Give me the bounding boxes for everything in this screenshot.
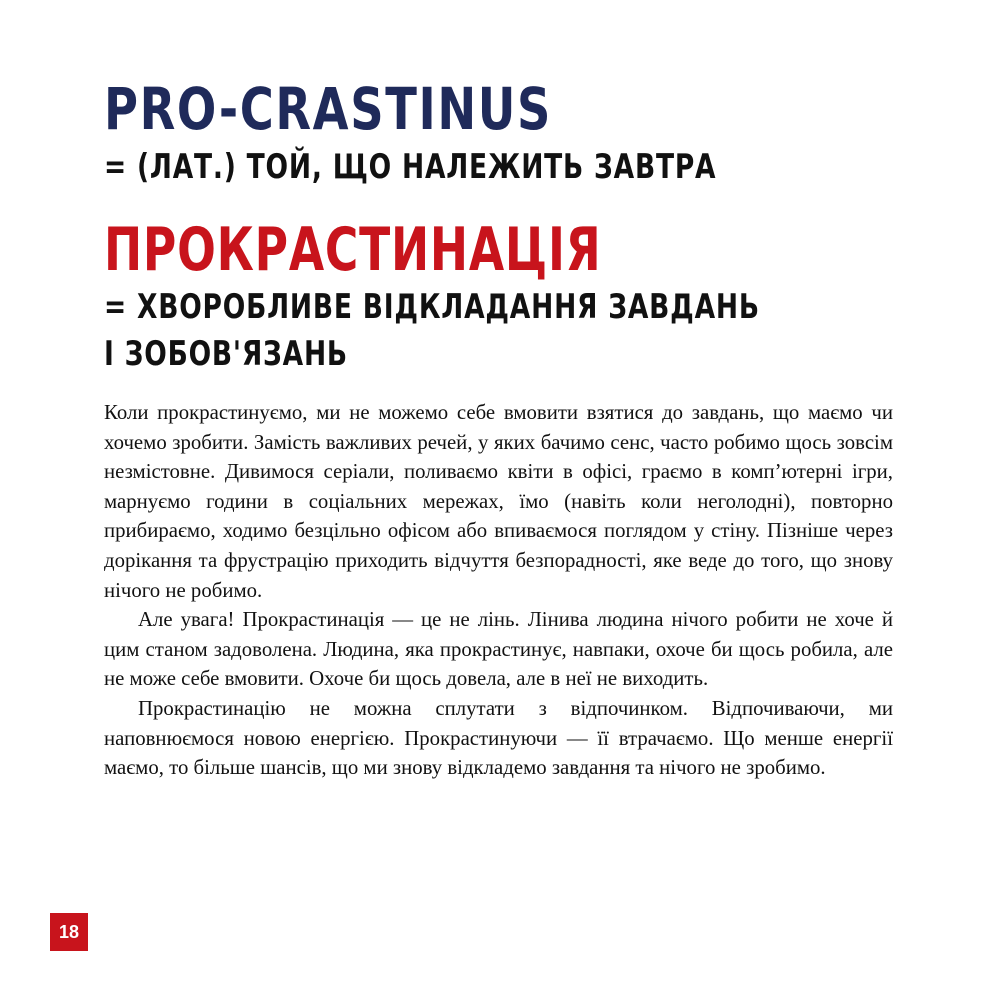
term-headline: ПРОКРАСТИНАЦІЯ	[104, 215, 602, 285]
latin-word-headline: PRO-CRASTINUS	[104, 75, 553, 143]
body-text	[104, 398, 893, 783]
term-definition-line-2: І ЗОБОВ'ЯЗАНЬ	[104, 334, 348, 374]
paragraph-1: Коли прокрастинуємо, ми не можемо себе вмовити взятися до завдань, що маємо чи хочемо зробити. Замість важливих речей, у яких бачимо сенс, часто робимо щось зовсім незмістовне. Дивимося серіали, поливаємо квіти в офісі, граємо в комп’ютерні ігри, марнуємо години в соціальних мережах, їмо (навіть коли неголодні), повторно прибираємо, ходимо безцільно офісом або впиваємося поглядом у стіну. Пізніше через дорікання та фрустрацію приходить відчуття безпорадності, яке веде до того, що знову нічого не робимо.	[104, 401, 893, 602]
paragraph-3: Прокрастинацію не можна сплутати з відпочинком. Відпочиваючи, ми наповнюємося новою енергією. Прокрастинуючи — її втрачаємо. Що менше енергії маємо, то більше шансів, що ми знову відкладемо завдання та нічого не зробимо.	[104, 696, 893, 780]
paragraph-2: Але увага! Прокрастинація — це не лінь. Лінива людина нічого робити не хоче й цим станом задоволена. Людина, яка прокрастинує, навпаки, охоче би щось робила, але не може себе вмовити. Охоче би щось довела, але в неї не виходить.	[104, 608, 893, 691]
page-number-badge: 18	[50, 913, 88, 951]
term-definition-line-1: = ХВОРОБЛИВЕ ВІДКЛАДАННЯ ЗАВДАНЬ	[104, 287, 760, 327]
latin-word-definition: = (ЛАТ.) ТОЙ, ЩО НАЛЕЖИТЬ ЗАВТРА	[104, 147, 717, 187]
